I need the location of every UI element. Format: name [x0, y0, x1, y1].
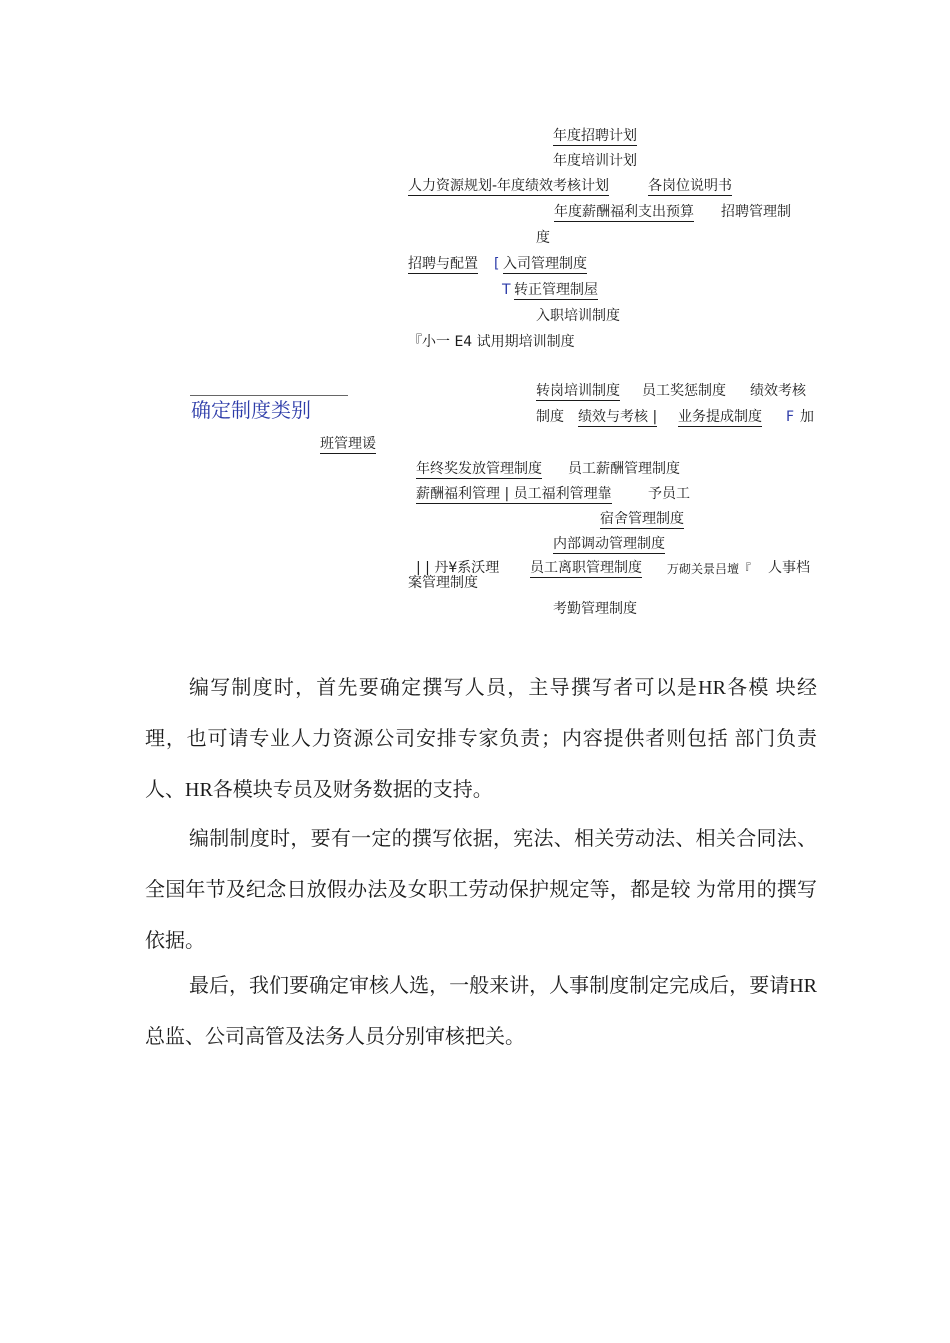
- diagram-line: [: [494, 256, 500, 272]
- diagram-line: F: [786, 409, 795, 425]
- diagram-line: 案管理制度: [408, 575, 478, 591]
- diagram-line: 宿舍管理制度: [600, 511, 684, 527]
- diagram-line: 年度招聘计划: [553, 128, 637, 144]
- diagram-line: 度: [536, 230, 550, 246]
- diagram-line: 员工离职管理制度: [530, 560, 642, 576]
- diagram-line: | | 丹¥系沃理: [416, 560, 500, 576]
- diagram-line: 绩效考核: [750, 383, 806, 399]
- category-label: 确定制度类别: [191, 398, 311, 422]
- diagram-line: 考勤管理制度: [553, 601, 637, 617]
- diagram-line: 万砌关景吕壇『: [667, 562, 752, 576]
- diagram-line: 入司管理制度: [503, 256, 587, 272]
- body-paragraph: 编制制度时，要有一定的撰写依据，宪法、相关劳动法、相关合同法、全国年节及纪念日放假办法及女职工劳动保护规定等，都是较 为常用的撰写依据。: [145, 828, 817, 952]
- diagram-line: 加: [800, 409, 814, 425]
- diagram-line: 内部调动管理制度: [553, 536, 665, 552]
- diagram-line: 年终奖发放管理制度: [416, 461, 542, 477]
- diagram-line: 招聘与配置: [408, 256, 478, 272]
- diagram-line: 予员工: [648, 486, 690, 502]
- diagram-line: 转岗培训制度: [536, 383, 620, 399]
- diagram-line: T: [502, 282, 511, 298]
- diagram-line: 人事档: [768, 560, 810, 576]
- diagram-line: 班管理谖: [320, 436, 376, 452]
- diagram-line: 『小一 E4 试用期培训制度: [408, 334, 575, 350]
- diagram-line: 薪酬福利管理 | 员工福利管理靠: [416, 486, 612, 502]
- diagram-line: 年度培训计划: [553, 153, 637, 169]
- diagram-line: 绩效与考核 |: [578, 409, 658, 425]
- body-paragraph: 最后，我们要确定审核人选，一般来讲，人事制度制定完成后，要请HR总监、公司高管及法务人员分别审核把关。: [145, 975, 817, 1048]
- diagram-line: 人力资源规划-年度绩效考核计划: [408, 178, 610, 194]
- body-paragraph: 编写制度时，首先要确定撰写人员，主导撰写者可以是HR各模 块经理，也可请专业人力资源公司安排专家负责；内容提供者则包括 部门负责人、HR各模块专员及财务数据的支持。: [145, 677, 817, 801]
- diagram-line: 制度: [536, 409, 564, 425]
- diagram-line: 招聘管理制: [721, 204, 791, 220]
- diagram-line: 入职培训制度: [536, 308, 620, 324]
- diagram-line: 员工奖惩制度: [642, 383, 726, 399]
- category-rule: [190, 395, 348, 396]
- diagram-line: 年度薪酬福利支出预算: [554, 204, 694, 220]
- diagram-line: 员工薪酬管理制度: [568, 461, 680, 477]
- diagram-line: 各岗位说明书: [648, 178, 732, 194]
- diagram-line: 业务提成制度: [678, 409, 762, 425]
- diagram-line: 转正管理制屋: [514, 282, 598, 298]
